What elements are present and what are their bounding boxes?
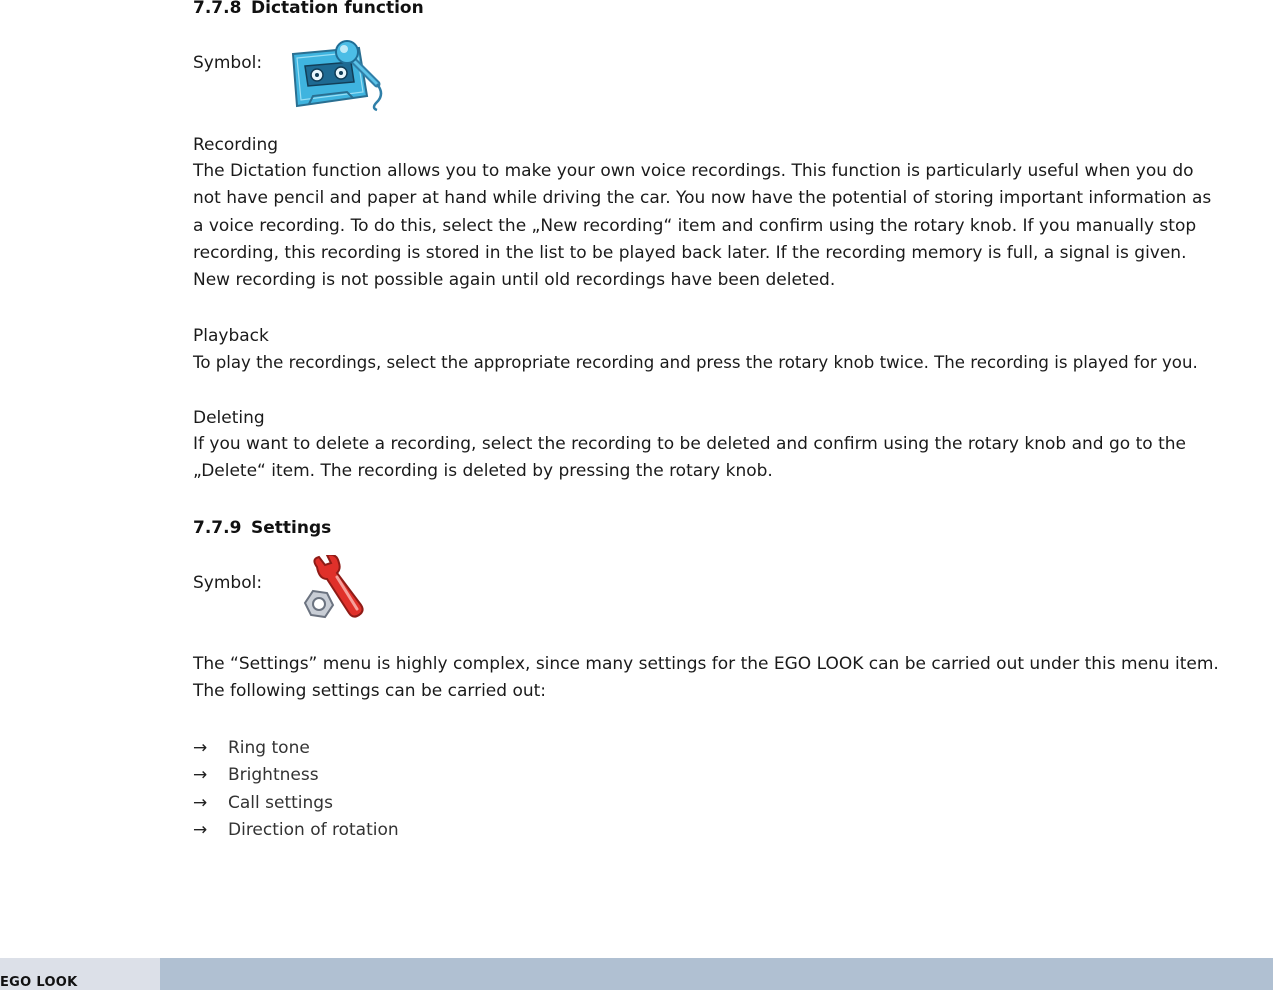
playback-subheading: Playback [193, 326, 269, 346]
recording-line: The Dictation function allows you to make your own voice recordings. This function is particularly useful when you do [193, 161, 1194, 181]
section-number: 7.7.8 [193, 0, 242, 18]
recording-line: a voice recording. To do this, select the „New recording“ item and confirm using the rotary knob. If you manually stop [193, 215, 1197, 236]
deleting-line: „Delete“ item. The recording is deleted by pressing the rotary knob. [193, 461, 773, 482]
wrench-nut-icon [297, 555, 367, 629]
section-heading-dictation [193, 0, 424, 18]
recording-line: recording, this recording is stored in the list to be played back later. If the recording memory is full, a signal is given. [193, 242, 1187, 263]
cassette-microphone-icon [287, 38, 387, 114]
settings-list [193, 735, 399, 844]
recording-subheading: Recording [193, 135, 279, 155]
footer-brand-label: EGO LOOK [0, 975, 78, 990]
section-heading-settings [193, 518, 331, 538]
recording-line: New recording is not possible again until old recordings have been deleted. [193, 270, 836, 291]
list-item-label: Brightness [228, 765, 319, 786]
list-item-label: Ring tone [228, 738, 310, 758]
settings-intro-line: The “Settings” menu is highly complex, since many settings for the EGO LOOK can be carried out under this menu item. [193, 654, 1219, 674]
arrow-right-icon: → [193, 819, 208, 840]
section-number: 7.7.9 [193, 518, 242, 538]
symbol-label: Symbol: [193, 573, 263, 593]
section-title: Dictation function [251, 0, 424, 18]
symbol-label: Symbol: [193, 53, 263, 73]
deleting-subheading: Deleting [193, 408, 265, 428]
arrow-right-icon: → [193, 738, 208, 758]
list-item-label: Call settings [228, 792, 333, 813]
deleting-paragraph [193, 431, 1186, 486]
list-item [193, 817, 399, 844]
list-item [193, 790, 399, 817]
settings-intro-paragraph [193, 651, 1219, 706]
settings-intro-line: The following settings can be carried out: [193, 681, 547, 702]
recording-line: not have pencil and paper at hand while driving the car. You now have the potential of storing important information as [193, 188, 1212, 209]
playback-paragraph [193, 349, 1198, 376]
section-title: Settings [251, 518, 332, 538]
footer-bar-right [160, 958, 1273, 990]
playback-line: To play the recordings, select the appropriate recording and press the rotary knob twice. The recording is played for you. [193, 353, 1198, 372]
list-item-label: Direction of rotation [228, 819, 399, 840]
arrow-right-icon: → [193, 792, 208, 813]
list-item [193, 735, 399, 762]
list-item [193, 762, 399, 789]
recording-paragraph [193, 158, 1211, 294]
deleting-line: If you want to delete a recording, select the recording to be deleted and confirm using the rotary knob and go to the [193, 434, 1186, 454]
arrow-right-icon: → [193, 765, 208, 786]
